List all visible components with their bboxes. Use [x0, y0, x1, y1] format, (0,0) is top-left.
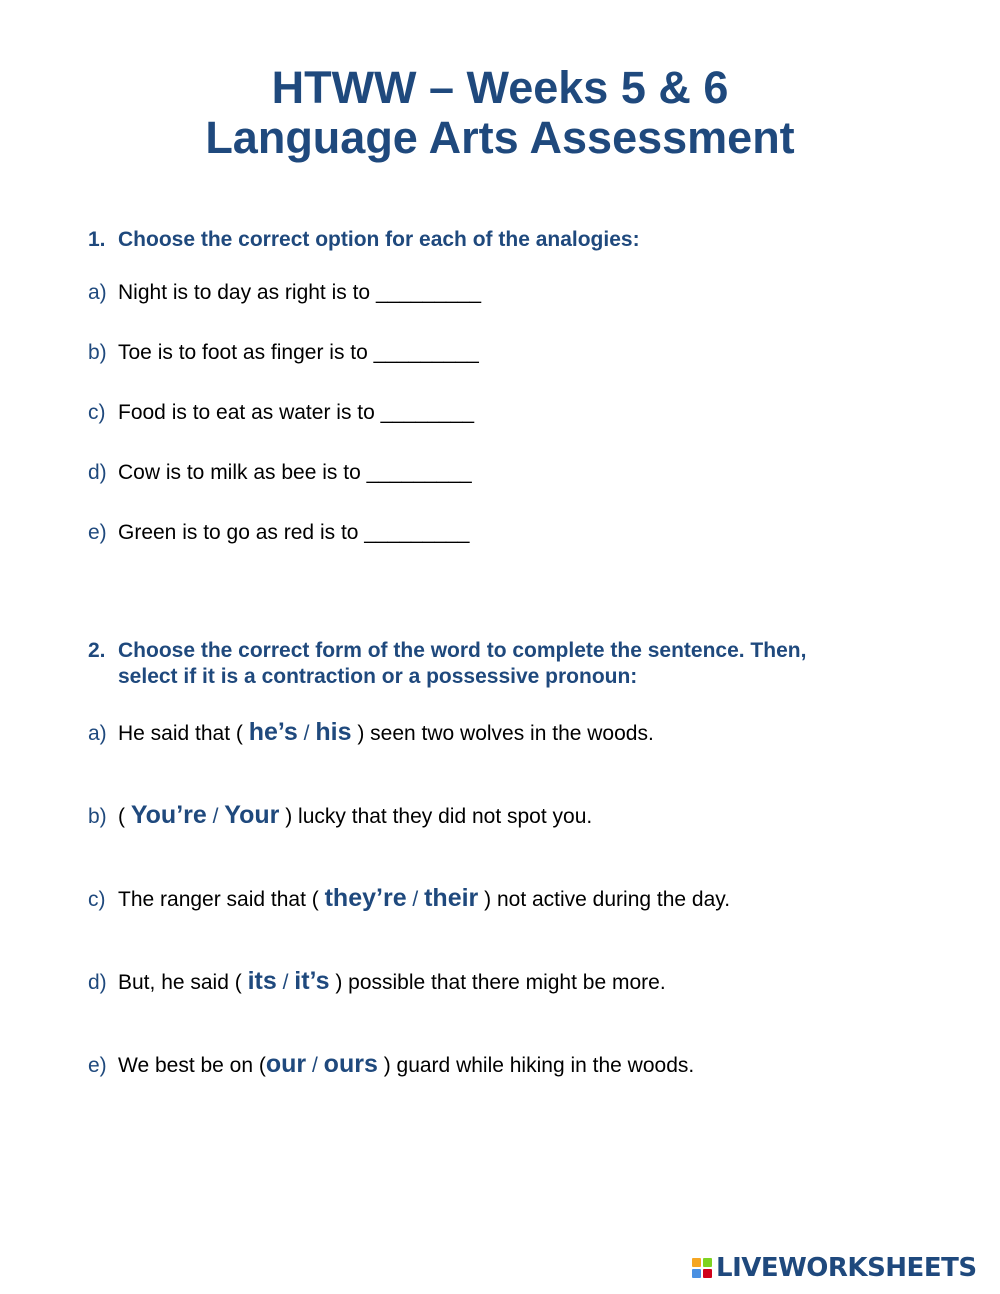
title-line-2: Language Arts Assessment: [205, 112, 795, 163]
sentence-item-e: [88, 1051, 948, 1079]
analogy-item-d: [88, 460, 948, 486]
option-contraction[interactable]: he’s: [248, 718, 298, 746]
option-possessive-alt[interactable]: ours: [323, 1050, 378, 1078]
question-2-number: 2.: [88, 639, 106, 662]
sentence-after: ) lucky that they did not spot you.: [279, 805, 593, 828]
logo-square: [703, 1269, 712, 1278]
item-letter: b): [88, 805, 107, 828]
item-letter: a): [88, 281, 107, 304]
question-2-instruction-line-1: Choose the correct form of the word to complete the sentence. Then,: [118, 639, 807, 662]
item-text: Night is to day as right is to _________: [118, 281, 482, 304]
question-1-heading: [88, 227, 908, 253]
analogy-item-a: [88, 280, 948, 306]
option-separator: /: [406, 888, 425, 911]
liveworksheets-logo: [692, 1253, 977, 1283]
option-possessive[interactable]: Your: [224, 801, 280, 829]
sentence-item-b: [88, 802, 948, 830]
sentence-item-c: [88, 885, 948, 913]
sentence-before: He said that (: [118, 722, 249, 745]
sentence-before: The ranger said that (: [118, 888, 325, 911]
logo-square: [692, 1258, 701, 1267]
logo-mark-icon: [692, 1258, 712, 1278]
sentence-after: ) seen two wolves in the woods.: [351, 722, 654, 745]
question-1-instruction: Choose the correct option for each of the analogies:: [118, 228, 640, 251]
sentence-item-a: [88, 719, 948, 747]
question-1-number: 1.: [88, 228, 106, 251]
option-possessive[interactable]: his: [315, 718, 352, 746]
item-letter: b): [88, 341, 107, 364]
option-contraction[interactable]: they’re: [324, 884, 407, 912]
option-possessive[interactable]: their: [424, 884, 479, 912]
option-contraction[interactable]: You’re: [130, 801, 207, 829]
item-letter: d): [88, 971, 107, 994]
sentence-item-d: [88, 968, 948, 996]
option-contraction[interactable]: it’s: [294, 967, 330, 995]
option-separator: /: [276, 971, 295, 994]
logo-text: LIVEWORKSHEETS: [716, 1253, 977, 1283]
question-2-heading: [88, 638, 908, 690]
item-text: Toe is to foot as finger is to _________: [118, 341, 479, 364]
item-text: Green is to go as red is to _________: [118, 521, 470, 544]
item-letter: e): [88, 521, 107, 544]
option-possessive[interactable]: its: [247, 967, 277, 995]
analogy-item-e: [88, 520, 948, 546]
option-possessive[interactable]: our: [265, 1050, 307, 1078]
sentence-after: ) guard while hiking in the woods.: [377, 1054, 695, 1077]
sentence-before: We best be on (: [118, 1054, 266, 1077]
logo-square: [692, 1269, 701, 1278]
sentence-before: (: [118, 805, 131, 828]
item-letter: a): [88, 722, 107, 745]
sentence-after: ) possible that there might be more.: [329, 971, 666, 994]
sentence-after: ) not active during the day.: [478, 888, 731, 911]
title-line-1: HTWW – Weeks 5 & 6: [271, 62, 729, 113]
item-letter: c): [88, 888, 106, 911]
item-text: Food is to eat as water is to ________: [118, 401, 475, 424]
option-separator: /: [297, 722, 316, 745]
item-letter: d): [88, 461, 107, 484]
analogy-item-b: [88, 340, 948, 366]
question-2-instruction-line-2: select if it is a contraction or a possessive pronoun:: [118, 665, 638, 688]
item-letter: e): [88, 1054, 107, 1077]
item-text: Cow is to milk as bee is to _________: [118, 461, 472, 484]
analogy-item-c: [88, 400, 948, 426]
sentence-before: But, he said (: [118, 971, 248, 994]
item-letter: c): [88, 401, 106, 424]
option-separator: /: [306, 1054, 324, 1077]
logo-square: [703, 1258, 712, 1267]
option-separator: /: [206, 805, 225, 828]
